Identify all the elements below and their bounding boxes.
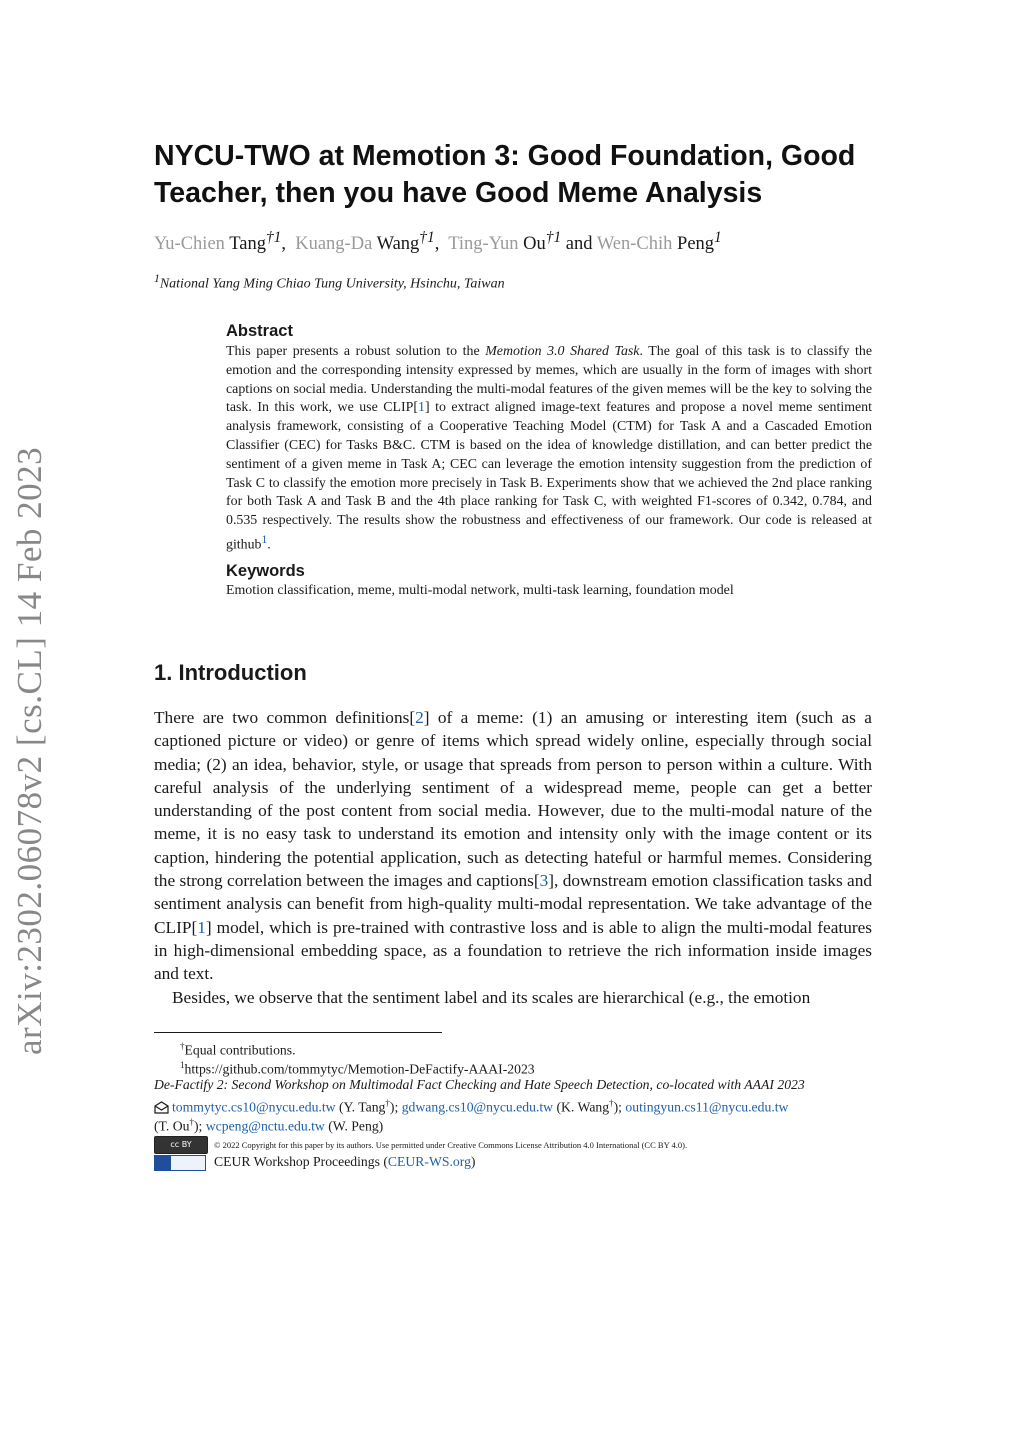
ceur-logo-icon	[154, 1155, 206, 1171]
ceur-line: CEUR Workshop Proceedings (CEUR-WS.org)	[154, 1152, 872, 1171]
introduction-body	[154, 706, 872, 1009]
citation-link[interactable]: 2	[415, 708, 424, 727]
keywords-heading: Keywords	[226, 562, 305, 580]
email-link[interactable]: outingyun.cs11@nycu.edu.tw	[625, 1099, 789, 1115]
copyright-line: cc BY © 2022 Copyright for this paper by its authors. Use permitted under Creative Commons License Attribution 4.0 International (CC BY 4.0).	[154, 1134, 872, 1155]
citation-link[interactable]: 3	[539, 871, 549, 891]
abstract-heading: Abstract	[226, 322, 293, 340]
authors-and: and	[565, 234, 593, 255]
ceur-link[interactable]: CEUR-WS.org	[387, 1154, 471, 1169]
introduction-heading: 1. Introduction	[154, 660, 307, 685]
envelope-icon	[154, 1101, 169, 1114]
paragraph: Besides, we observe that the sentiment label and its scales are hierarchical (e.g., the emotion	[172, 987, 811, 1007]
author: Yu-Chien Tang$^{\dagger 1}$	[154, 229, 282, 255]
keywords-text: Emotion classification, meme, multi-modal network, multi-task learning, foundation model	[226, 583, 734, 598]
cc-by-badge: cc BY	[154, 1136, 208, 1154]
abstract-text: This paper presents a robust solution to the Memotion 3.0 Shared Task. The goal of this task is to classify the emotion and the corresponding intensity expressed by memes, which are usually in the form of images with short captions on social media. Understanding the multi-modal features of the given memes will be the key to solving the task. In this work, we use CLIP[1] to extract aligned image-text features and propose a novel meme sentiment analysis framework, consisting of a Cooperative Teaching Model (CTM) for Task A and a Cascaded Emotion Classifier (CEC) for Tasks B&C. CTM is based on the idea of knowledge distillation, and can better predict the sentiment of a given meme in Task A; CEC can leverage the emotion intensity suggestion from the prediction of Task C to classify the emotion more precisely in Task B. Experiments show that we achieved the 2nd place ranking for both Task A and Task B and the 4th place ranking for Task C, with weighted F1-scores of 0.342, 0.784, and 0.535 respectively. The results show the robustness and effectiveness of our framework. Our code is released at github$^1$.	[226, 344, 873, 553]
footnote-1: $^1$https://github.com/tommytyc/Memotion-DeFactify-AAAI-2023	[180, 1060, 535, 1077]
footnote-dagger: †Equal contributions.	[180, 1041, 296, 1058]
email-link[interactable]: tommytyc.cs10@nycu.edu.tw	[172, 1099, 336, 1115]
author: Wen-Chih Peng$^1$	[596, 229, 722, 255]
citation-link[interactable]: 1	[418, 400, 425, 416]
contact-line-2: (T. Ou†); wcpeng@nctu.edu.tw (W. Peng)	[154, 1117, 384, 1134]
keywords-section	[226, 562, 872, 599]
author-list: Yu-Chien Tang$^{\dagger 1}$, Kuang-Da Wang$^{\dagger 1}$, Ting-Yun Ou$^{\dagger 1}$ and Wen-Chih Peng$^1$	[154, 229, 722, 255]
affiliation: $^1$National Yang Ming Chiao Tung University, Hsinchu, Taiwan	[154, 272, 505, 292]
email-link[interactable]: gdwang.cs10@nycu.edu.tw	[401, 1099, 554, 1115]
author: Kuang-Da Wang$^{\dagger 1}$	[295, 229, 435, 255]
author: Ting-Yun Ou$^{\dagger 1}$	[448, 229, 562, 255]
citation-link[interactable]: 1	[197, 917, 206, 937]
venue-line: De-Factify 2: Second Workshop on Multimodal Fact Checking and Hate Speech Detection, co-located with AAAI 2023	[154, 1077, 805, 1092]
footnote-link[interactable]: 1	[261, 532, 268, 546]
abstract-section	[226, 322, 872, 555]
email-link[interactable]: wcpeng@nctu.edu.tw	[205, 1118, 325, 1134]
contact-line-1: tommytyc.cs10@nycu.edu.tw (Y. Tang†); gdwang.cs10@nycu.edu.tw (K. Wang†); outingyun.cs11@nycu.edu.tw	[154, 1094, 872, 1117]
footnote-rule	[154, 1032, 442, 1033]
arxiv-stamp: arXiv:2302.06078v2 [cs.CL] 14 Feb 2023	[10, 446, 49, 1055]
paper-title: NYCU-TWO at Memotion 3: Good Foundation, Good Teacher, then you have Good Meme Analysis	[154, 140, 856, 209]
paragraph: There are two common definitions[2] of a meme: (1) an amusing or interesting item (such as a captioned picture or video) or genre of items which spread widely online, especially through social media; (2) an idea, behavior, style, or usage that spreads from person to person within a culture. With careful analysis of the underlying sentiment of a widespread meme, people can get a better understanding of the post content from social media. However, due to the multi-modal nature of the meme, it is no easy task to understand its emotion and intensity only with the image content or its caption, hindering the potential application, such as detecting hateful or harmful memes. Considering the strong correlation between the images and captions[3], downstream emotion classification tasks and sentiment analysis can benefit from high-quality multi-modal representation. We take advantage of the CLIP[1] model, which is pre-trained with contrastive loss and is able to align the multi-modal features in high-dimensional embedding space, as a foundation to retrieve the rich information inside images and text.	[154, 708, 872, 984]
